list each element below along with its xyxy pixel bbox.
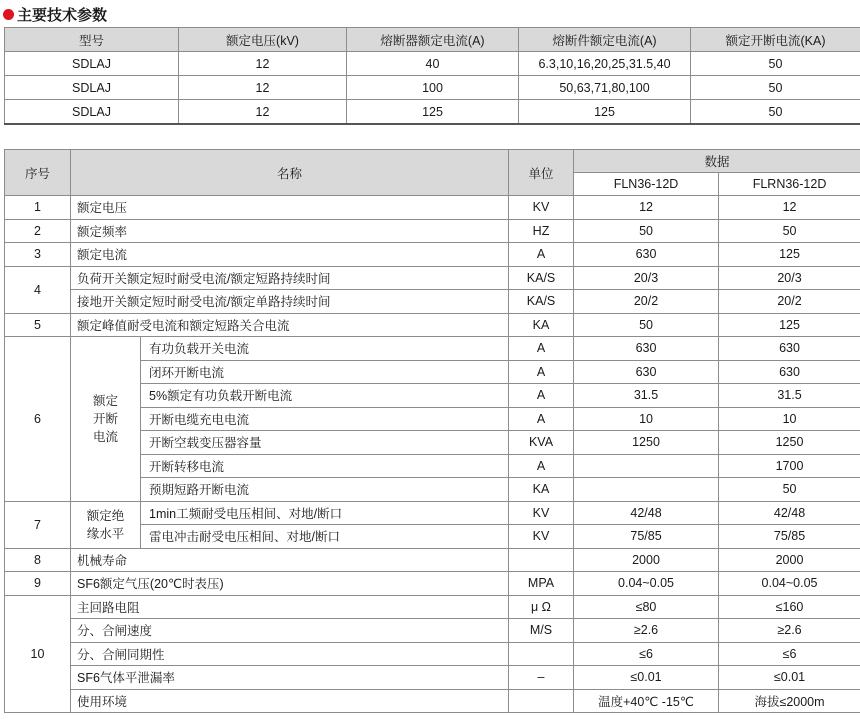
name-cell: 开断空载变压器容量 — [141, 431, 509, 455]
value-cell: 10 — [574, 407, 719, 431]
value-cell: 1250 — [574, 431, 719, 455]
seq-cell: 5 — [5, 313, 71, 337]
column-header-seq: 序号 — [5, 150, 71, 196]
fuse-spec-table — [4, 27, 860, 125]
value-cell: ≤80 — [574, 595, 719, 619]
section-heading — [3, 3, 107, 25]
unit-cell: A — [509, 454, 574, 478]
value-cell: 温度+40℃ -15℃ — [574, 689, 719, 713]
column-header: 熔断器额定电流(A) — [347, 28, 519, 52]
value-cell: 海拔≤2000m — [719, 689, 860, 713]
table-cell: 50 — [691, 52, 860, 76]
value-cell: 20/3 — [574, 266, 719, 290]
table-row — [5, 219, 860, 243]
name-cell: 额定频率 — [71, 219, 509, 243]
table-cell: SDLAJ — [5, 76, 179, 100]
seq-cell: 2 — [5, 219, 71, 243]
column-header: 熔断件额定电流(A) — [519, 28, 691, 52]
table-row — [5, 266, 860, 290]
name-cell: 预期短路开断电流 — [141, 478, 509, 502]
bullet-icon — [3, 9, 14, 20]
category-line: 额定 — [92, 393, 118, 408]
table-cell: 50,63,71,80,100 — [519, 76, 691, 100]
unit-cell: KA/S — [509, 290, 574, 314]
value-cell: ≤6 — [719, 642, 860, 666]
unit-cell: μ Ω — [509, 595, 574, 619]
unit-cell: – — [509, 666, 574, 690]
name-cell: 主回路电阻 — [71, 595, 509, 619]
name-cell: 机械寿命 — [71, 548, 509, 572]
category-line: 电流 — [92, 429, 118, 444]
unit-cell: A — [509, 384, 574, 408]
value-cell: 12 — [719, 196, 860, 220]
value-cell: 1250 — [719, 431, 860, 455]
category-cell — [71, 337, 141, 502]
table-header-row — [5, 150, 860, 173]
unit-cell — [509, 642, 574, 666]
value-cell: 31.5 — [574, 384, 719, 408]
table-cell: SDLAJ — [5, 100, 179, 125]
seq-cell: 3 — [5, 243, 71, 267]
value-cell: 0.04~0.05 — [574, 572, 719, 596]
name-cell: SF6气体平泄漏率 — [71, 666, 509, 690]
category-line: 额定绝 — [86, 508, 125, 523]
value-cell: ≤0.01 — [574, 666, 719, 690]
unit-cell: KA — [509, 478, 574, 502]
value-cell: 125 — [719, 313, 860, 337]
unit-cell: HZ — [509, 219, 574, 243]
table-row — [5, 619, 860, 643]
seq-cell: 7 — [5, 501, 71, 548]
table-row — [5, 642, 860, 666]
value-cell: 2000 — [719, 548, 860, 572]
table-cell: SDLAJ — [5, 52, 179, 76]
value-cell: ≥2.6 — [719, 619, 860, 643]
seq-cell: 4 — [5, 266, 71, 313]
table-row — [5, 196, 860, 220]
unit-cell: KV — [509, 525, 574, 549]
table-cell: 12 — [179, 100, 347, 125]
category-line: 缘水平 — [86, 526, 125, 541]
value-cell: 630 — [719, 337, 860, 361]
unit-cell: A — [509, 243, 574, 267]
value-cell: 50 — [574, 219, 719, 243]
value-cell: 50 — [719, 478, 860, 502]
table-cell: 50 — [691, 100, 860, 125]
unit-cell: KA/S — [509, 266, 574, 290]
value-cell: 75/85 — [574, 525, 719, 549]
switch-spec-table — [4, 149, 860, 713]
table-row — [5, 100, 860, 125]
column-header-model: FLRN36-12D — [719, 173, 860, 196]
name-cell: 额定峰值耐受电流和额定短路关合电流 — [71, 313, 509, 337]
name-cell: 额定电压 — [71, 196, 509, 220]
table-cell: 100 — [347, 76, 519, 100]
name-cell: 负荷开关额定短时耐受电流/额定短路持续时间 — [71, 266, 509, 290]
name-cell: 开断转移电流 — [141, 454, 509, 478]
unit-cell: A — [509, 337, 574, 361]
name-cell: 雷电冲击耐受电压相间、对地/断口 — [141, 525, 509, 549]
name-cell: 开断电缆充电电流 — [141, 407, 509, 431]
table-cell: 12 — [179, 52, 347, 76]
table-header-row — [5, 28, 860, 52]
table-row — [5, 243, 860, 267]
value-cell: 630 — [719, 360, 860, 384]
value-cell: 50 — [574, 313, 719, 337]
name-cell: 分、合闸速度 — [71, 619, 509, 643]
table-cell: 40 — [347, 52, 519, 76]
name-cell: SF6额定气压(20℃时表压) — [71, 572, 509, 596]
table-row — [5, 76, 860, 100]
value-cell: 31.5 — [719, 384, 860, 408]
value-cell: 20/3 — [719, 266, 860, 290]
seq-cell: 1 — [5, 196, 71, 220]
section-title: 主要技术参数 — [17, 6, 108, 24]
column-header: 额定电压(kV) — [179, 28, 347, 52]
table-row — [5, 666, 860, 690]
value-cell: 2000 — [574, 548, 719, 572]
table-row — [5, 548, 860, 572]
column-header-data: 数据 — [574, 150, 860, 173]
value-cell: 630 — [574, 337, 719, 361]
column-header-model: FLN36-12D — [574, 173, 719, 196]
seq-cell: 10 — [5, 595, 71, 713]
value-cell: ≥2.6 — [574, 619, 719, 643]
value-cell: 1700 — [719, 454, 860, 478]
value-cell: 125 — [719, 243, 860, 267]
column-header: 型号 — [5, 28, 179, 52]
unit-cell: A — [509, 360, 574, 384]
value-cell — [574, 478, 719, 502]
category-cell — [71, 501, 141, 548]
unit-cell: KA — [509, 313, 574, 337]
value-cell — [574, 454, 719, 478]
table-row — [5, 337, 860, 361]
table-cell: 12 — [179, 76, 347, 100]
name-cell: 额定电流 — [71, 243, 509, 267]
value-cell: 630 — [574, 360, 719, 384]
unit-cell: A — [509, 407, 574, 431]
value-cell: 42/48 — [719, 501, 860, 525]
table-cell: 125 — [347, 100, 519, 125]
seq-cell: 9 — [5, 572, 71, 596]
unit-cell: M/S — [509, 619, 574, 643]
name-cell: 使用环境 — [71, 689, 509, 713]
table-cell: 125 — [519, 100, 691, 125]
column-header-unit: 单位 — [509, 150, 574, 196]
table-row — [5, 501, 860, 525]
value-cell: 630 — [574, 243, 719, 267]
value-cell: 75/85 — [719, 525, 860, 549]
seq-cell: 8 — [5, 548, 71, 572]
value-cell: 20/2 — [574, 290, 719, 314]
category-line: 开断 — [92, 411, 118, 426]
value-cell: ≤160 — [719, 595, 860, 619]
name-cell: 闭环开断电流 — [141, 360, 509, 384]
value-cell: 42/48 — [574, 501, 719, 525]
unit-cell: KV — [509, 501, 574, 525]
table-row — [5, 313, 860, 337]
table-row — [5, 572, 860, 596]
unit-cell: KV — [509, 196, 574, 220]
name-cell: 接地开关额定短时耐受电流/额定单路持续时间 — [71, 290, 509, 314]
value-cell: 50 — [719, 219, 860, 243]
unit-cell: MPA — [509, 572, 574, 596]
name-cell: 有功负载开关电流 — [141, 337, 509, 361]
table-cell: 50 — [691, 76, 860, 100]
unit-cell — [509, 689, 574, 713]
table-row — [5, 689, 860, 713]
value-cell: 12 — [574, 196, 719, 220]
column-header-name: 名称 — [71, 150, 509, 196]
table-row — [5, 290, 860, 314]
name-cell: 5%额定有功负载开断电流 — [141, 384, 509, 408]
table-row — [5, 52, 860, 76]
value-cell: 0.04~0.05 — [719, 572, 860, 596]
unit-cell: KVA — [509, 431, 574, 455]
table-row — [5, 595, 860, 619]
value-cell: ≤0.01 — [719, 666, 860, 690]
unit-cell — [509, 548, 574, 572]
name-cell: 1min工频耐受电压相间、对地/断口 — [141, 501, 509, 525]
column-header: 额定开断电流(KA) — [691, 28, 860, 52]
value-cell: 20/2 — [719, 290, 860, 314]
value-cell: ≤6 — [574, 642, 719, 666]
table-cell: 6.3,10,16,20,25,31.5,40 — [519, 52, 691, 76]
seq-cell: 6 — [5, 337, 71, 502]
value-cell: 10 — [719, 407, 860, 431]
name-cell: 分、合闸同期性 — [71, 642, 509, 666]
